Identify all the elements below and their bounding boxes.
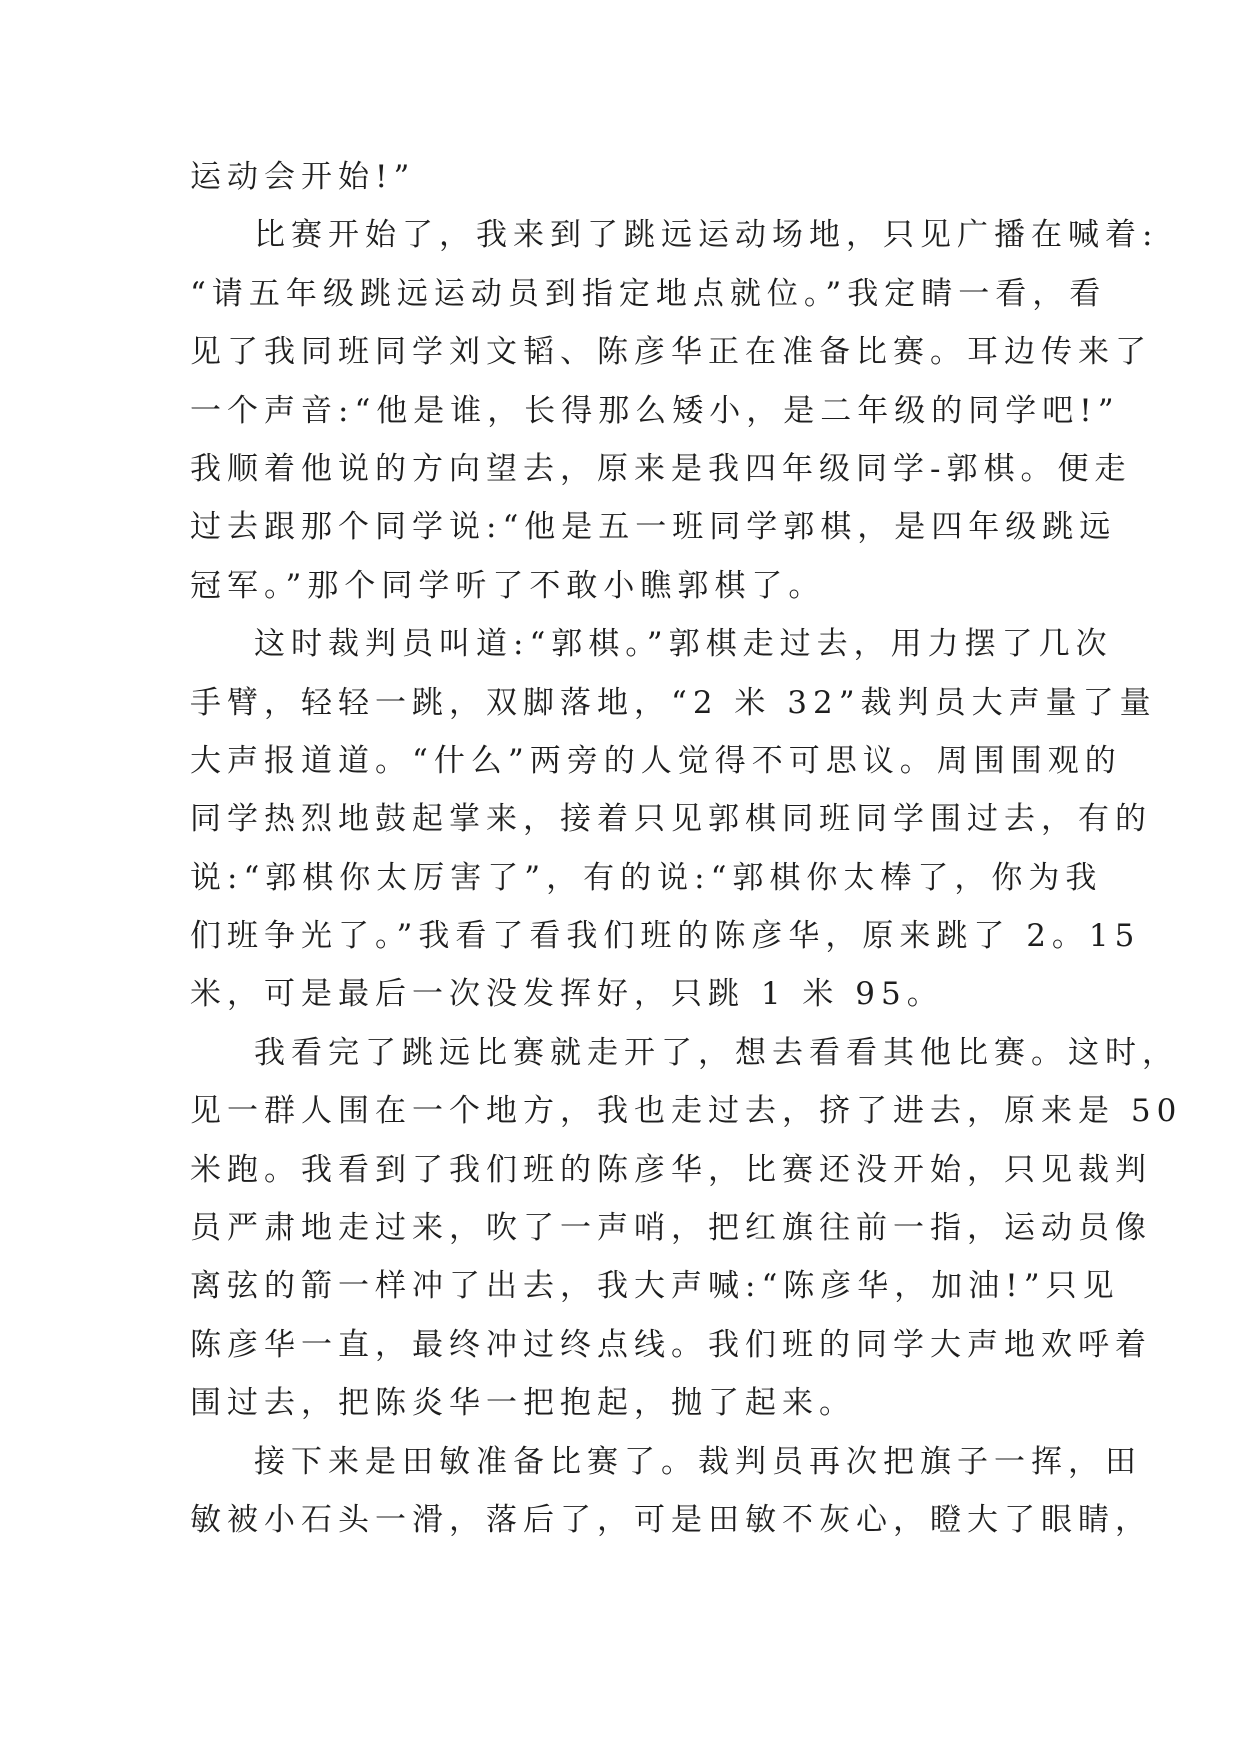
text-line: 员严肃地走过来，吹了一声哨，把红旗往前一指，运动员像	[190, 1210, 1152, 1247]
essay-text	[190, 148, 1183, 1549]
text-line: 接下来是田敏准备比赛了。裁判员再次把旗子一挥，田	[254, 1443, 1142, 1480]
text-line: “请五年级跳远运动员到指定地点就位。”我定睛一看，看	[190, 275, 1107, 312]
text-line: 米，可是最后一次没发挥好，只跳 1 米 95。	[190, 976, 944, 1013]
text-line: 过去跟那个同学说:“他是五一班同学郭棋，是四年级跳远	[190, 509, 1117, 546]
text-line: 手臂，轻轻一跳，双脚落地，“2 米 32”裁判员大声量了量	[190, 684, 1157, 721]
text-line: 同学热烈地鼓起掌来，接着只见郭棋同班同学围过去，有的	[190, 801, 1152, 838]
text-line: 米跑。我看到了我们班的陈彦华，比赛还没开始，只见裁判	[190, 1151, 1152, 1188]
text-line: 陈彦华一直，最终冲过终点线。我们班的同学大声地欢呼着	[190, 1326, 1152, 1363]
text-line: 们班争光了。”我看了看我们班的陈彦华，原来跳了 2。15	[190, 918, 1141, 955]
text-line: 一个声音:“他是谁，长得那么矮小，是二年级的同学吧!”	[190, 392, 1120, 429]
text-line: 说:“郭棋你太厉害了”，有的说:“郭棋你太棒了，你为我	[190, 859, 1103, 896]
text-line: 这时裁判员叫道:“郭棋。”郭棋走过去，用力摆了几次	[254, 626, 1113, 663]
text-line: 比赛开始了，我来到了跳远运动场地，只见广播在喊着:	[254, 217, 1159, 254]
text-line: 围过去，把陈炎华一把抱起，抛了起来。	[190, 1385, 856, 1422]
text-line: 离弦的箭一样冲了出去，我大声喊:“陈彦华，加油!”只见	[190, 1268, 1120, 1305]
text-line: 冠军。”那个同学听了不敢小瞧郭棋了。	[190, 567, 826, 604]
text-line: 敏被小石头一滑，落后了，可是田敏不灰心，瞪大了眼睛，	[190, 1501, 1152, 1538]
text-line: 运动会开始!”	[190, 159, 416, 195]
text-line: 见一群人围在一个地方，我也走过去，挤了进去，原来是 50	[190, 1093, 1183, 1130]
text-line: 见了我同班同学刘文韬、陈彦华正在准备比赛。耳边传来了	[190, 334, 1152, 371]
text-line: 大声报道道。“什么”两旁的人觉得不可思议。周围围观的	[190, 742, 1122, 779]
text-line: 我顺着他说的方向望去，原来是我四年级同学-郭棋。便走	[190, 450, 1132, 487]
text-line: 我看完了跳远比赛就走开了，想去看看其他比赛。这时，	[254, 1034, 1179, 1071]
